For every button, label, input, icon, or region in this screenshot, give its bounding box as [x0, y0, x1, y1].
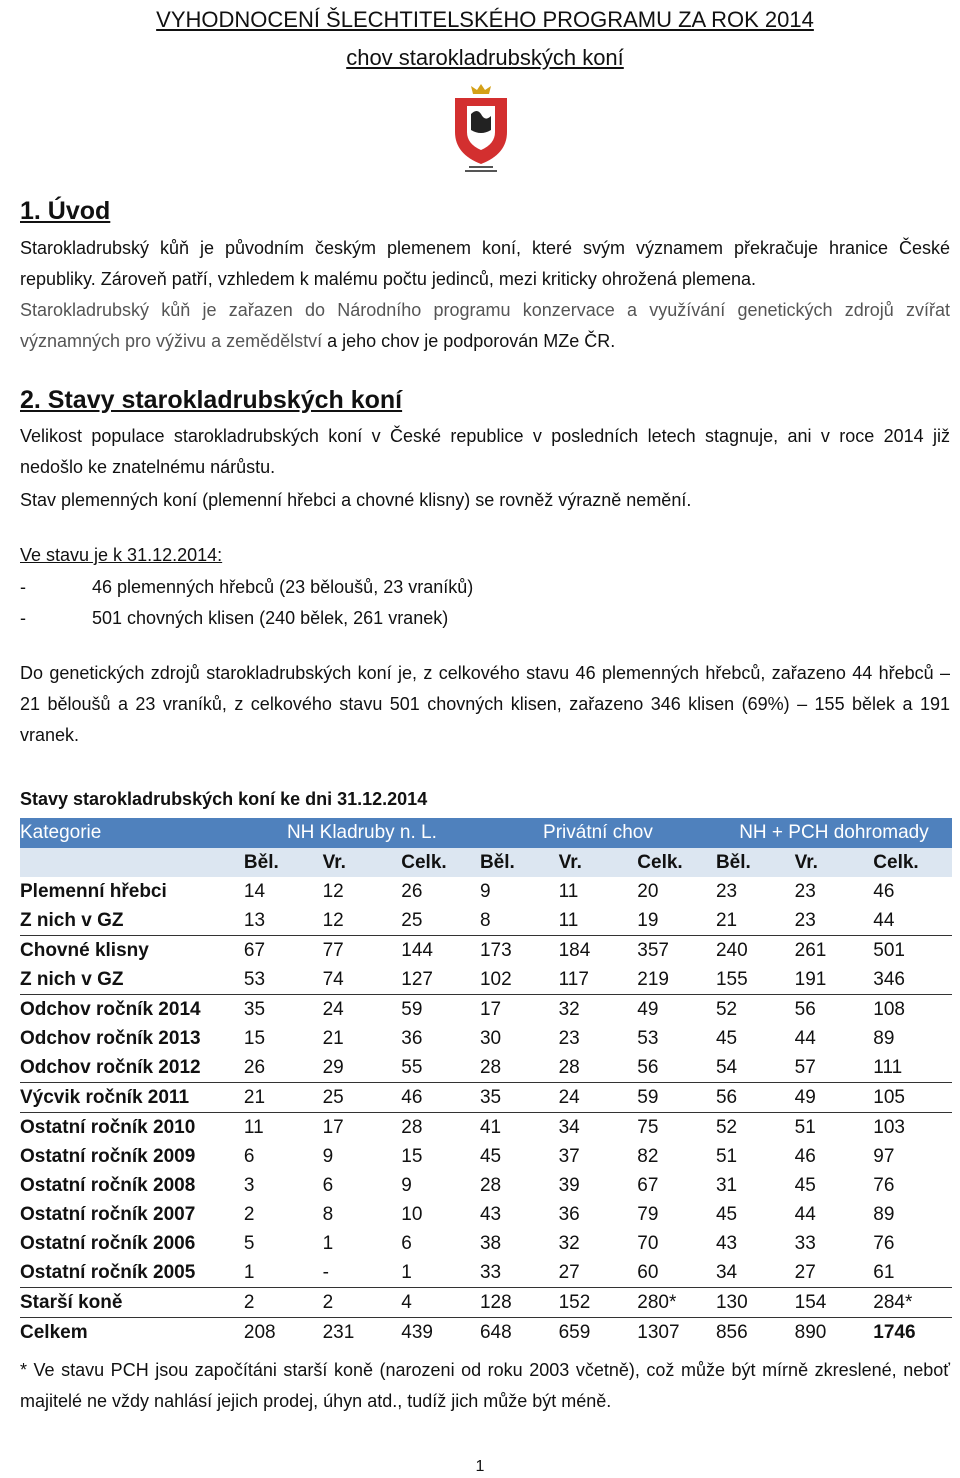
table-cell: 105: [873, 1083, 952, 1113]
table-row: [20, 1171, 952, 1200]
list-item: - 46 plemenných hřebců (23 běloušů, 23 vraníků): [20, 577, 474, 597]
table-cell: 51: [715, 1145, 738, 1167]
table-cell: 8: [322, 1203, 334, 1225]
table-cell: 127: [401, 965, 480, 995]
table-cell: 856: [715, 1321, 748, 1343]
table-cell: 59: [637, 1083, 716, 1113]
table-cell: 25: [323, 1083, 402, 1113]
table-cell: 49: [637, 998, 659, 1020]
studbook-logo: [441, 80, 521, 176]
table-cell: 29: [323, 1053, 402, 1083]
table-cell: 208: [243, 1321, 276, 1343]
table-row: [20, 906, 952, 936]
horse-stock-table: [20, 818, 952, 1347]
table-cell: 21: [716, 906, 795, 936]
table-cell: 77: [322, 939, 344, 961]
table-cell: 79: [637, 1203, 659, 1225]
table-cell: 659: [558, 1321, 591, 1343]
subheader-cell: Vr.: [323, 848, 402, 877]
table-cell: 346: [873, 965, 952, 995]
table-cell: 128: [480, 1288, 559, 1318]
section1-paragraph1: Starokladrubský kůň je původním českým plemenem koní, které svým významem překračuje hranice České republiky. Zároveň patří, vzhledem k malému počtu jedinců, mezi kriticky ohrožená plemena.: [20, 238, 950, 289]
table-cell: 30: [479, 1027, 502, 1049]
table-cell: 24: [559, 1083, 638, 1113]
table-cell: 43: [715, 1232, 738, 1254]
list-item: - 501 chovných klisen (240 bělek, 261 vranek): [20, 608, 449, 628]
table-cell: 6: [322, 1174, 334, 1196]
row-label: Ostatní ročník 2010: [20, 1116, 196, 1138]
table-cell: 184: [558, 939, 591, 961]
table-cell: 23: [795, 906, 874, 936]
table-body: [20, 877, 952, 1347]
table-cell: 46: [873, 880, 895, 902]
table-cell: 11: [558, 880, 579, 902]
table-cell: 21: [322, 1027, 344, 1049]
program-name: Národního programu konzervace a využívání genetických zdrojů zvířat významných pro výživu a zemědělství: [20, 300, 951, 351]
table-cell: 12: [323, 906, 402, 936]
table-subheader-row: [20, 848, 952, 877]
table-cell: 34: [716, 1258, 795, 1288]
table-cell: 56: [637, 1053, 716, 1083]
subheader-cell: Vr.: [559, 848, 638, 877]
table-row: [20, 1200, 952, 1229]
table-row: [20, 1258, 952, 1288]
table-cell: 60: [637, 1258, 716, 1288]
table-cell: 11: [243, 1116, 264, 1138]
table-cell: 9: [401, 1174, 412, 1196]
table-caption: Stavy starokladrubských koní ke dni 31.12.2014: [20, 789, 428, 809]
table-row: [20, 995, 952, 1025]
table-cell: 108: [873, 998, 905, 1020]
table-cell: 59: [401, 998, 423, 1020]
row-label: Odchov ročník 2013: [20, 1027, 201, 1049]
table-cell: 44: [794, 1027, 816, 1049]
table-row: [20, 965, 952, 995]
subheader-cell: Běl.: [244, 848, 323, 877]
table-cell: 1: [322, 1232, 334, 1254]
table-cell: 284*: [873, 1288, 952, 1318]
table-cell: 53: [244, 965, 323, 995]
table-cell: 4: [401, 1288, 480, 1318]
table-cell: 27: [795, 1258, 874, 1288]
table-cell: 12: [322, 880, 344, 902]
table-cell: 33: [794, 1232, 816, 1254]
section2-heading: 2. Stavy starokladrubských koní: [20, 386, 403, 414]
table-cell: 67: [637, 1174, 659, 1196]
document-subtitle: chov starokladrubských koní: [346, 45, 624, 70]
table-cell: 130: [716, 1288, 795, 1318]
table-cell: 19: [637, 906, 716, 936]
row-label: Ostatní ročník 2008: [20, 1174, 196, 1196]
table-cell: 1: [244, 1258, 323, 1288]
row-label: Ostatní ročník 2006: [20, 1232, 196, 1254]
table-cell: 45: [715, 1203, 738, 1225]
table-cell: 45: [479, 1145, 502, 1167]
table-cell: 26: [401, 880, 423, 902]
page-number: 1: [475, 1458, 485, 1475]
table-cell: 26: [244, 1053, 323, 1083]
table-cell: 5: [243, 1232, 255, 1254]
row-label: Odchov ročník 2012: [20, 1053, 244, 1083]
table-cell: 56: [794, 998, 816, 1020]
table-cell: 191: [795, 965, 874, 995]
table-cell: 17: [479, 998, 502, 1020]
table-cell: 36: [558, 1203, 580, 1225]
table-cell: 14: [243, 880, 266, 902]
section2-paragraph1: Velikost populace starokladrubských koní v České republice v posledních letech stagnuje, ani v roce 2014 již nedošlo ke znatelnému nárůstu.: [20, 426, 950, 477]
table-cell: 17: [322, 1116, 344, 1138]
table-row: [20, 1083, 952, 1113]
table-cell: 45: [794, 1174, 816, 1196]
header-nh-kladruby: NH Kladruby n. L.: [286, 822, 437, 843]
row-label: Ostatní ročník 2009: [20, 1145, 196, 1167]
section1-paragraph2: [20, 295, 950, 357]
table-cell: 8: [480, 906, 559, 936]
table-cell: 15: [243, 1027, 266, 1049]
table-cell: 55: [401, 1053, 480, 1083]
table-cell: 6: [243, 1145, 255, 1167]
table-cell: 23: [794, 880, 816, 902]
table-cell: 89: [873, 1027, 895, 1049]
table-cell: 23: [715, 880, 738, 902]
table-cell: 15: [401, 1145, 423, 1167]
subheader-cell: Celk.: [873, 848, 952, 877]
p2-start: Starokladrubský kůň je zařazen do: [20, 300, 338, 320]
table-cell: 49: [795, 1083, 874, 1113]
header-category: Kategorie: [20, 822, 102, 843]
row-label: Odchov ročník 2014: [20, 998, 201, 1020]
table-cell: 32: [558, 1232, 580, 1254]
subheader-cell: Vr.: [795, 848, 874, 877]
row-label: Ostatní ročník 2005: [20, 1258, 244, 1288]
row-label: Z nich v GZ: [20, 906, 244, 936]
table-cell: 52: [715, 1116, 738, 1138]
table-cell: 155: [716, 965, 795, 995]
table-cell: 28: [479, 1174, 502, 1196]
table-cell: 1746: [873, 1321, 916, 1343]
table-cell: 28: [401, 1116, 423, 1138]
table-cell: 23: [558, 1027, 580, 1049]
table-cell: 231: [322, 1321, 355, 1343]
table-cell: 41: [479, 1116, 502, 1138]
state-date: Ve stavu je k 31.12.2014:: [20, 545, 223, 565]
row-label: Starší koně: [20, 1288, 244, 1318]
table-cell: 76: [873, 1232, 895, 1254]
table-cell: 240: [715, 939, 748, 961]
list-item-text: 46 plemenných hřebců (23 běloušů, 23 vraníků): [92, 577, 474, 597]
row-label: Ostatní ročník 2007: [20, 1203, 196, 1225]
table-cell: -: [323, 1258, 402, 1288]
table-cell: 439: [401, 1321, 433, 1343]
table-cell: 501: [873, 939, 905, 961]
section1-heading: 1. Úvod: [20, 197, 111, 225]
table-cell: 24: [322, 998, 344, 1020]
table-cell: 2: [244, 1288, 323, 1318]
table-row: [20, 1318, 952, 1348]
table-cell: 61: [873, 1258, 952, 1288]
table-row: [20, 1053, 952, 1083]
row-label: Z nich v GZ: [20, 965, 244, 995]
subheader-cell: Běl.: [716, 848, 795, 877]
table-cell: 35: [480, 1083, 559, 1113]
table-cell: 13: [244, 906, 323, 936]
table-cell: 54: [716, 1053, 795, 1083]
table-cell: 35: [243, 998, 266, 1020]
table-row: [20, 1229, 952, 1258]
table-row: [20, 1024, 952, 1053]
table-cell: 37: [558, 1145, 580, 1167]
table-cell: 89: [873, 1203, 895, 1225]
row-label: Chovné klisny: [20, 939, 149, 961]
table-cell: 25: [401, 906, 480, 936]
table-cell: 103: [873, 1116, 905, 1138]
table-cell: 111: [873, 1053, 952, 1083]
table-cell: 9: [322, 1145, 334, 1167]
subheader-cell: Běl.: [480, 848, 559, 877]
table-cell: 1: [401, 1258, 480, 1288]
table-cell: 173: [479, 939, 512, 961]
table-cell: 82: [637, 1145, 659, 1167]
table-cell: 280*: [637, 1288, 716, 1318]
list-item-text: 501 chovných klisen (240 bělek, 261 vranek): [92, 608, 449, 628]
section2-paragraph2: Stav plemenných koní (plemenní hřebci a chovné klisny) se rovněž výrazně nemění.: [20, 490, 692, 510]
table-cell: 53: [637, 1027, 659, 1049]
table-cell: 6: [401, 1232, 412, 1254]
table-cell: 11: [559, 906, 638, 936]
table-header-row: [20, 818, 952, 848]
table-cell: 44: [873, 906, 952, 936]
table-cell: 57: [795, 1053, 874, 1083]
p2-end: a jeho chov je podporován MZe ČR.: [322, 331, 616, 351]
table-cell: 10: [401, 1203, 423, 1225]
table-cell: 36: [401, 1027, 423, 1049]
row-label: Celkem: [20, 1321, 88, 1343]
document-title: VYHODNOCENÍ ŠLECHTITELSKÉHO PROGRAMU ZA ROK 2014: [156, 7, 814, 32]
table-cell: 144: [401, 939, 433, 961]
table-cell: 102: [480, 965, 559, 995]
table-cell: 70: [637, 1232, 659, 1254]
table-cell: 154: [795, 1288, 874, 1318]
table-cell: 75: [637, 1116, 659, 1138]
table-cell: 38: [479, 1232, 502, 1254]
table-cell: 648: [479, 1321, 512, 1343]
table-cell: 33: [480, 1258, 559, 1288]
subheader-empty: [20, 848, 244, 877]
table-row: [20, 936, 952, 966]
table-cell: 34: [558, 1116, 580, 1138]
subheader-cell: Celk.: [401, 848, 480, 877]
state-list: [20, 572, 950, 634]
row-label: Výcvik ročník 2011: [20, 1083, 244, 1113]
table-cell: 1307: [637, 1321, 680, 1343]
table-cell: 44: [794, 1203, 816, 1225]
row-label: Plemenní hřebci: [20, 880, 167, 902]
table-row: [20, 1142, 952, 1171]
table-cell: 67: [243, 939, 266, 961]
table-cell: 3: [243, 1174, 255, 1196]
table-row: [20, 1113, 952, 1143]
table-cell: 20: [637, 880, 659, 902]
table-cell: 28: [559, 1053, 638, 1083]
table-cell: 117: [559, 965, 638, 995]
table-cell: 152: [559, 1288, 638, 1318]
table-cell: 219: [637, 965, 716, 995]
section2-paragraph3: Do genetických zdrojů starokladrubských koní je, z celkového stavu 46 plemenných hřebců, zařazeno 44 hřebců – 21 běloušů a 23 vraníků, z celkového stavu 501 chovných klisen, zařazeno 346 klisen (69%) – 155 bělek a 191 vranek.: [20, 663, 950, 745]
header-private: Privátní chov: [543, 822, 653, 843]
table-cell: 32: [558, 998, 580, 1020]
table-row: [20, 1288, 952, 1318]
table-cell: 74: [323, 965, 402, 995]
table-cell: 97: [873, 1145, 895, 1167]
header-total: NH + PCH dohromady: [739, 822, 929, 843]
table-cell: 261: [794, 939, 827, 961]
table-cell: 45: [715, 1027, 738, 1049]
table-cell: 31: [715, 1174, 738, 1196]
table-cell: 2: [243, 1203, 255, 1225]
table-cell: 76: [873, 1174, 895, 1196]
table-cell: 890: [794, 1321, 827, 1343]
subheader-cell: Celk.: [637, 848, 716, 877]
table-cell: 357: [637, 939, 669, 961]
table-cell: 39: [558, 1174, 580, 1196]
table-cell: 52: [715, 998, 738, 1020]
table-cell: 46: [794, 1145, 816, 1167]
table-cell: 43: [479, 1203, 502, 1225]
table-cell: 46: [401, 1083, 480, 1113]
table-cell: 51: [794, 1116, 816, 1138]
table-cell: 9: [479, 880, 491, 902]
table-cell: 56: [716, 1083, 795, 1113]
table-cell: 28: [480, 1053, 559, 1083]
table-row: [20, 877, 952, 906]
table-cell: 2: [323, 1288, 402, 1318]
footnote: * Ve stavu PCH jsou započítáni starší koně (narozeni od roku 2003 včetně), což může být mírně zkreslené, neboť majitelé ne vždy nahlásí jejich prodej, úhyn atd., tudíž jich může být méně.: [20, 1360, 950, 1411]
table-cell: 27: [559, 1258, 638, 1288]
table-cell: 21: [244, 1083, 323, 1113]
